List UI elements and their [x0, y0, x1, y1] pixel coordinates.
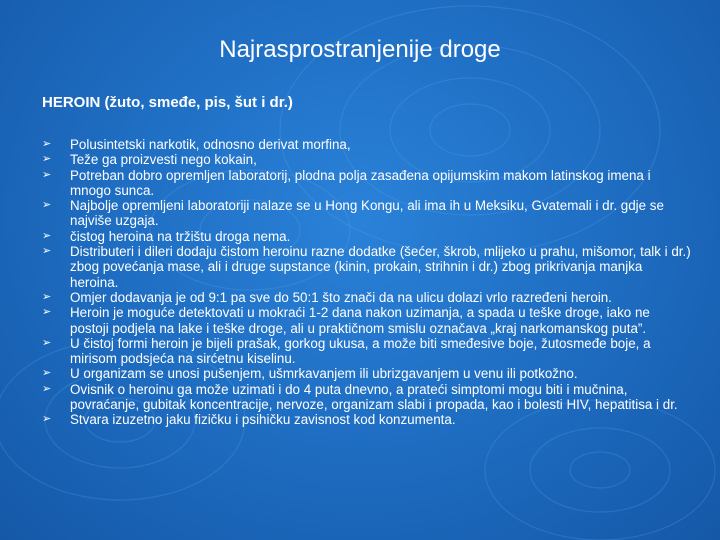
bullet-text: Stvara izuzetno jaku fizičku i psihičku zavisnost kod konzumenta. [70, 412, 456, 428]
bullet-item [42, 412, 692, 427]
arrow-bullet-icon: ➢ [42, 245, 52, 258]
bullet-item [42, 305, 692, 336]
arrow-bullet-icon: ➢ [42, 168, 52, 181]
bullet-item [42, 137, 692, 152]
bullet-text: Omjer dodavanja je od 9:1 pa sve do 50:1 što znači da na ulicu dolazi vrlo razređeni heroin. [70, 289, 612, 305]
arrow-bullet-icon: ➢ [42, 229, 52, 242]
bullet-text: čistog heroina na tržištu droga nema. [70, 228, 291, 244]
arrow-bullet-icon: ➢ [42, 290, 52, 303]
bullet-item [42, 198, 692, 229]
bullet-item [42, 382, 692, 413]
arrow-bullet-icon: ➢ [42, 138, 52, 150]
slide-title: Najrasprostranjenije droge [219, 36, 501, 63]
arrow-bullet-icon: ➢ [42, 413, 52, 426]
section-subtitle: HEROIN (žuto, smeđe, pis, šut i dr.) [42, 94, 293, 111]
bullet-item [42, 290, 692, 305]
bullet-item [42, 168, 692, 199]
bullet-item [42, 244, 692, 290]
bullet-text: Potreban dobro opremljen laboratorij, plodna polja zasađena opijumskim makom latinskog imena i mnogo sunca. [70, 167, 651, 198]
bullet-item [42, 336, 692, 367]
arrow-bullet-icon: ➢ [42, 306, 52, 319]
arrow-bullet-icon: ➢ [42, 382, 52, 395]
bullet-text: U čistoj formi heroin je bijeli prašak, gorkog ukusa, a može biti smeđesive boje, žutosmeđe boje, a mirisom podsjeća na sirćetnu kiselinu. [70, 335, 651, 367]
bullet-text: Najbolje opremljeni laboratoriji nalaze se u Hong Kongu, ali ima ih u Meksiku, Gvatemali i dr. gdje se najviše uzgaja. [70, 198, 664, 229]
bullet-text: Polusintetski narkotik, odnosno derivat morfina, [70, 137, 351, 152]
bullet-item [42, 152, 692, 167]
arrow-bullet-icon: ➢ [42, 367, 52, 380]
arrow-bullet-icon: ➢ [42, 199, 52, 212]
bullet-text: U organizam se unosi pušenjem, ušmrkavanjem ili ubrizgavanjem u venu ili potkožno. [70, 366, 578, 382]
bullet-item [42, 229, 692, 244]
arrow-bullet-icon: ➢ [42, 336, 52, 349]
bullet-text: Heroin je moguće detektovati u mokraći 1-2 dana nakon uzimanja, a spada u teške droge, iako ne postoji podjela na lake i teške droge, ali u praktičnom smislu označava „kraj narkomanskog puta”. [70, 305, 650, 336]
bullet-text: Teže ga proizvesti nego kokain, [70, 152, 257, 168]
bullet-text: Distributeri i dileri dodaju čistom heroinu razne dodatke (šećer, škrob, mlijeko u prahu, mišomor, talk i dr.) zbog povećanja mase, ali i druge supstance (kinin, prokain, strihnin i dr.) zbog prikrivanja manjka heroina. [70, 244, 691, 290]
bullet-text: Ovisnik o heroinu ga može uzimati i do 4 puta dnevno, a prateći simptomi mogu biti i mučnina, povraćanje, gubitak koncentracije, nervoze, organizam slabi i propada, kao i bolesti HIV, hepatitisa i dr. [70, 381, 678, 413]
arrow-bullet-icon: ➢ [42, 153, 52, 166]
bullet-item [42, 366, 692, 381]
bullet-list [42, 137, 692, 428]
